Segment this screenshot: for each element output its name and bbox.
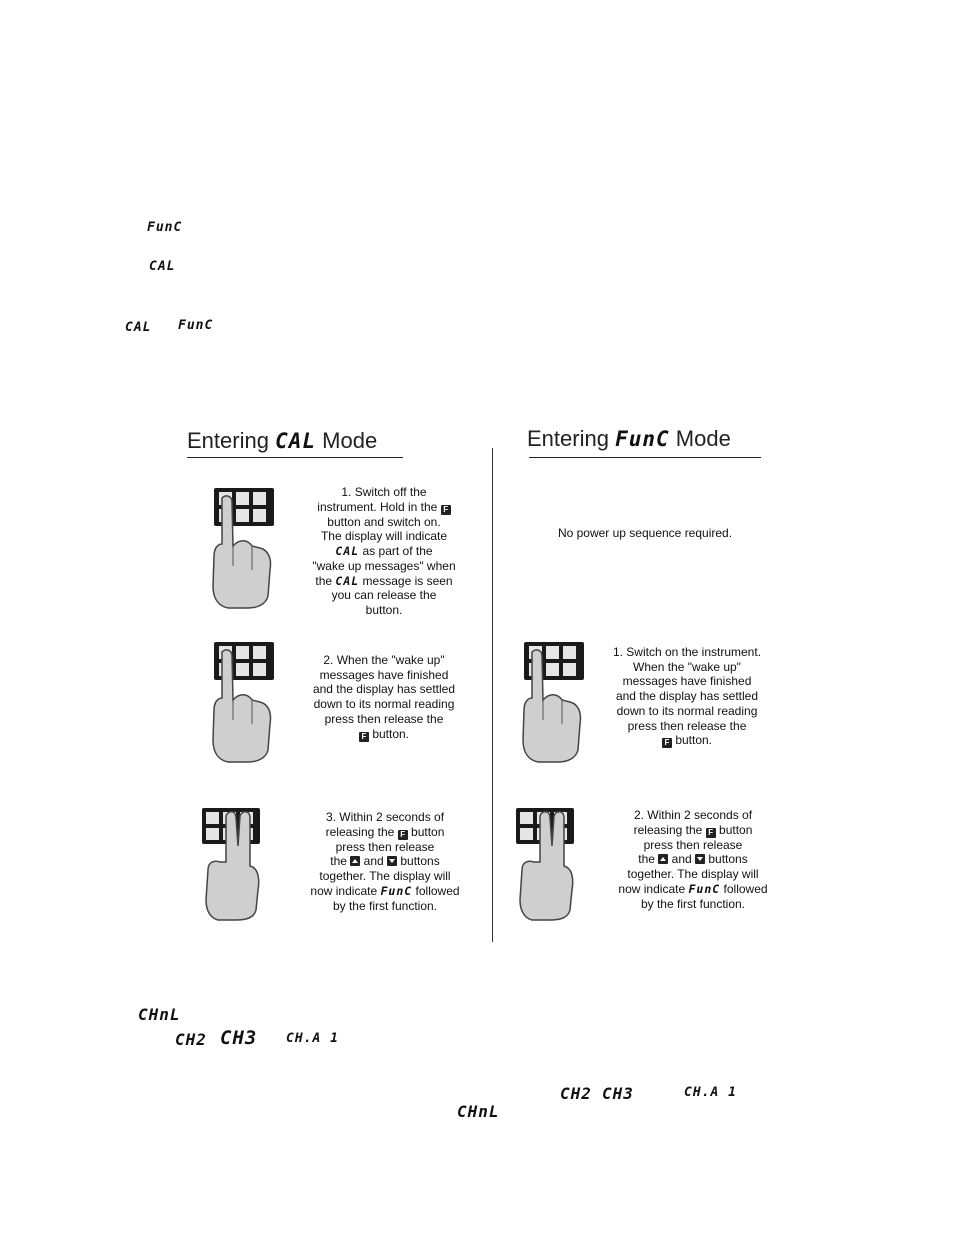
heading-func-underline	[529, 457, 761, 458]
up-key-icon	[658, 854, 668, 864]
f-key-icon: F	[359, 732, 369, 742]
down-key-icon	[695, 854, 705, 864]
up-key-icon	[350, 856, 360, 866]
ch2-code-2: CH2	[560, 1084, 592, 1103]
func-code: FunC	[147, 220, 183, 235]
hand-press-f-icon	[208, 486, 278, 610]
cal-step-2: 2. When the "wake up" messages have finished and the display has settled down to its normal reading press then release the F button.	[312, 653, 456, 741]
down-key-icon	[387, 856, 397, 866]
cha1-code-2: CH.A 1	[684, 1085, 737, 1100]
heading-func-mode: Entering FunC Mode	[527, 426, 731, 451]
ch2-code: CH2	[175, 1030, 207, 1049]
ch3-code: CH3	[220, 1027, 258, 1049]
chnl-code-2: CHnL	[457, 1102, 500, 1121]
column-divider	[492, 448, 493, 942]
ch3-code-2: CH3	[602, 1084, 634, 1103]
f-key-icon: F	[398, 830, 408, 840]
func-code-2: FunC	[178, 318, 214, 333]
f-key-icon: F	[706, 828, 716, 838]
f-key-icon: F	[441, 505, 451, 515]
hand-press-two-buttons-icon-2	[514, 806, 580, 922]
heading-cal-mode: Entering CAL Mode	[187, 428, 378, 453]
cal-step-3: 3. Within 2 seconds of releasing the F button press then release the and buttons together. The display will now indicate FunC followed by the first function.	[310, 810, 460, 913]
f-key-icon: F	[662, 738, 672, 748]
func-step-1: 1. Switch on the instrument. When the "wake up" messages have finished and the display has settled down to its normal reading press then release the F button.	[612, 645, 762, 748]
cha1-code: CH.A 1	[286, 1031, 339, 1046]
hand-press-f-icon-3	[518, 640, 588, 764]
hand-press-two-buttons-icon	[200, 806, 266, 922]
cal-step-1: 1. Switch off the instrument. Hold in the F button and switch on. The display will indicate CAL as part of the "wake up messages" when the CAL message is seen you can release the button.	[312, 485, 456, 617]
cal-code-2: CAL	[125, 320, 152, 335]
cal-code: CAL	[149, 259, 176, 274]
chnl-code: CHnL	[138, 1005, 181, 1024]
heading-cal-underline	[187, 457, 403, 458]
hand-press-f-icon-2	[208, 640, 278, 764]
func-step-2: 2. Within 2 seconds of releasing the F button press then release the and buttons together. The display will now indicate FunC followed by the first function.	[618, 808, 768, 911]
func-no-power-up-note: No power up sequence required.	[557, 526, 733, 540]
